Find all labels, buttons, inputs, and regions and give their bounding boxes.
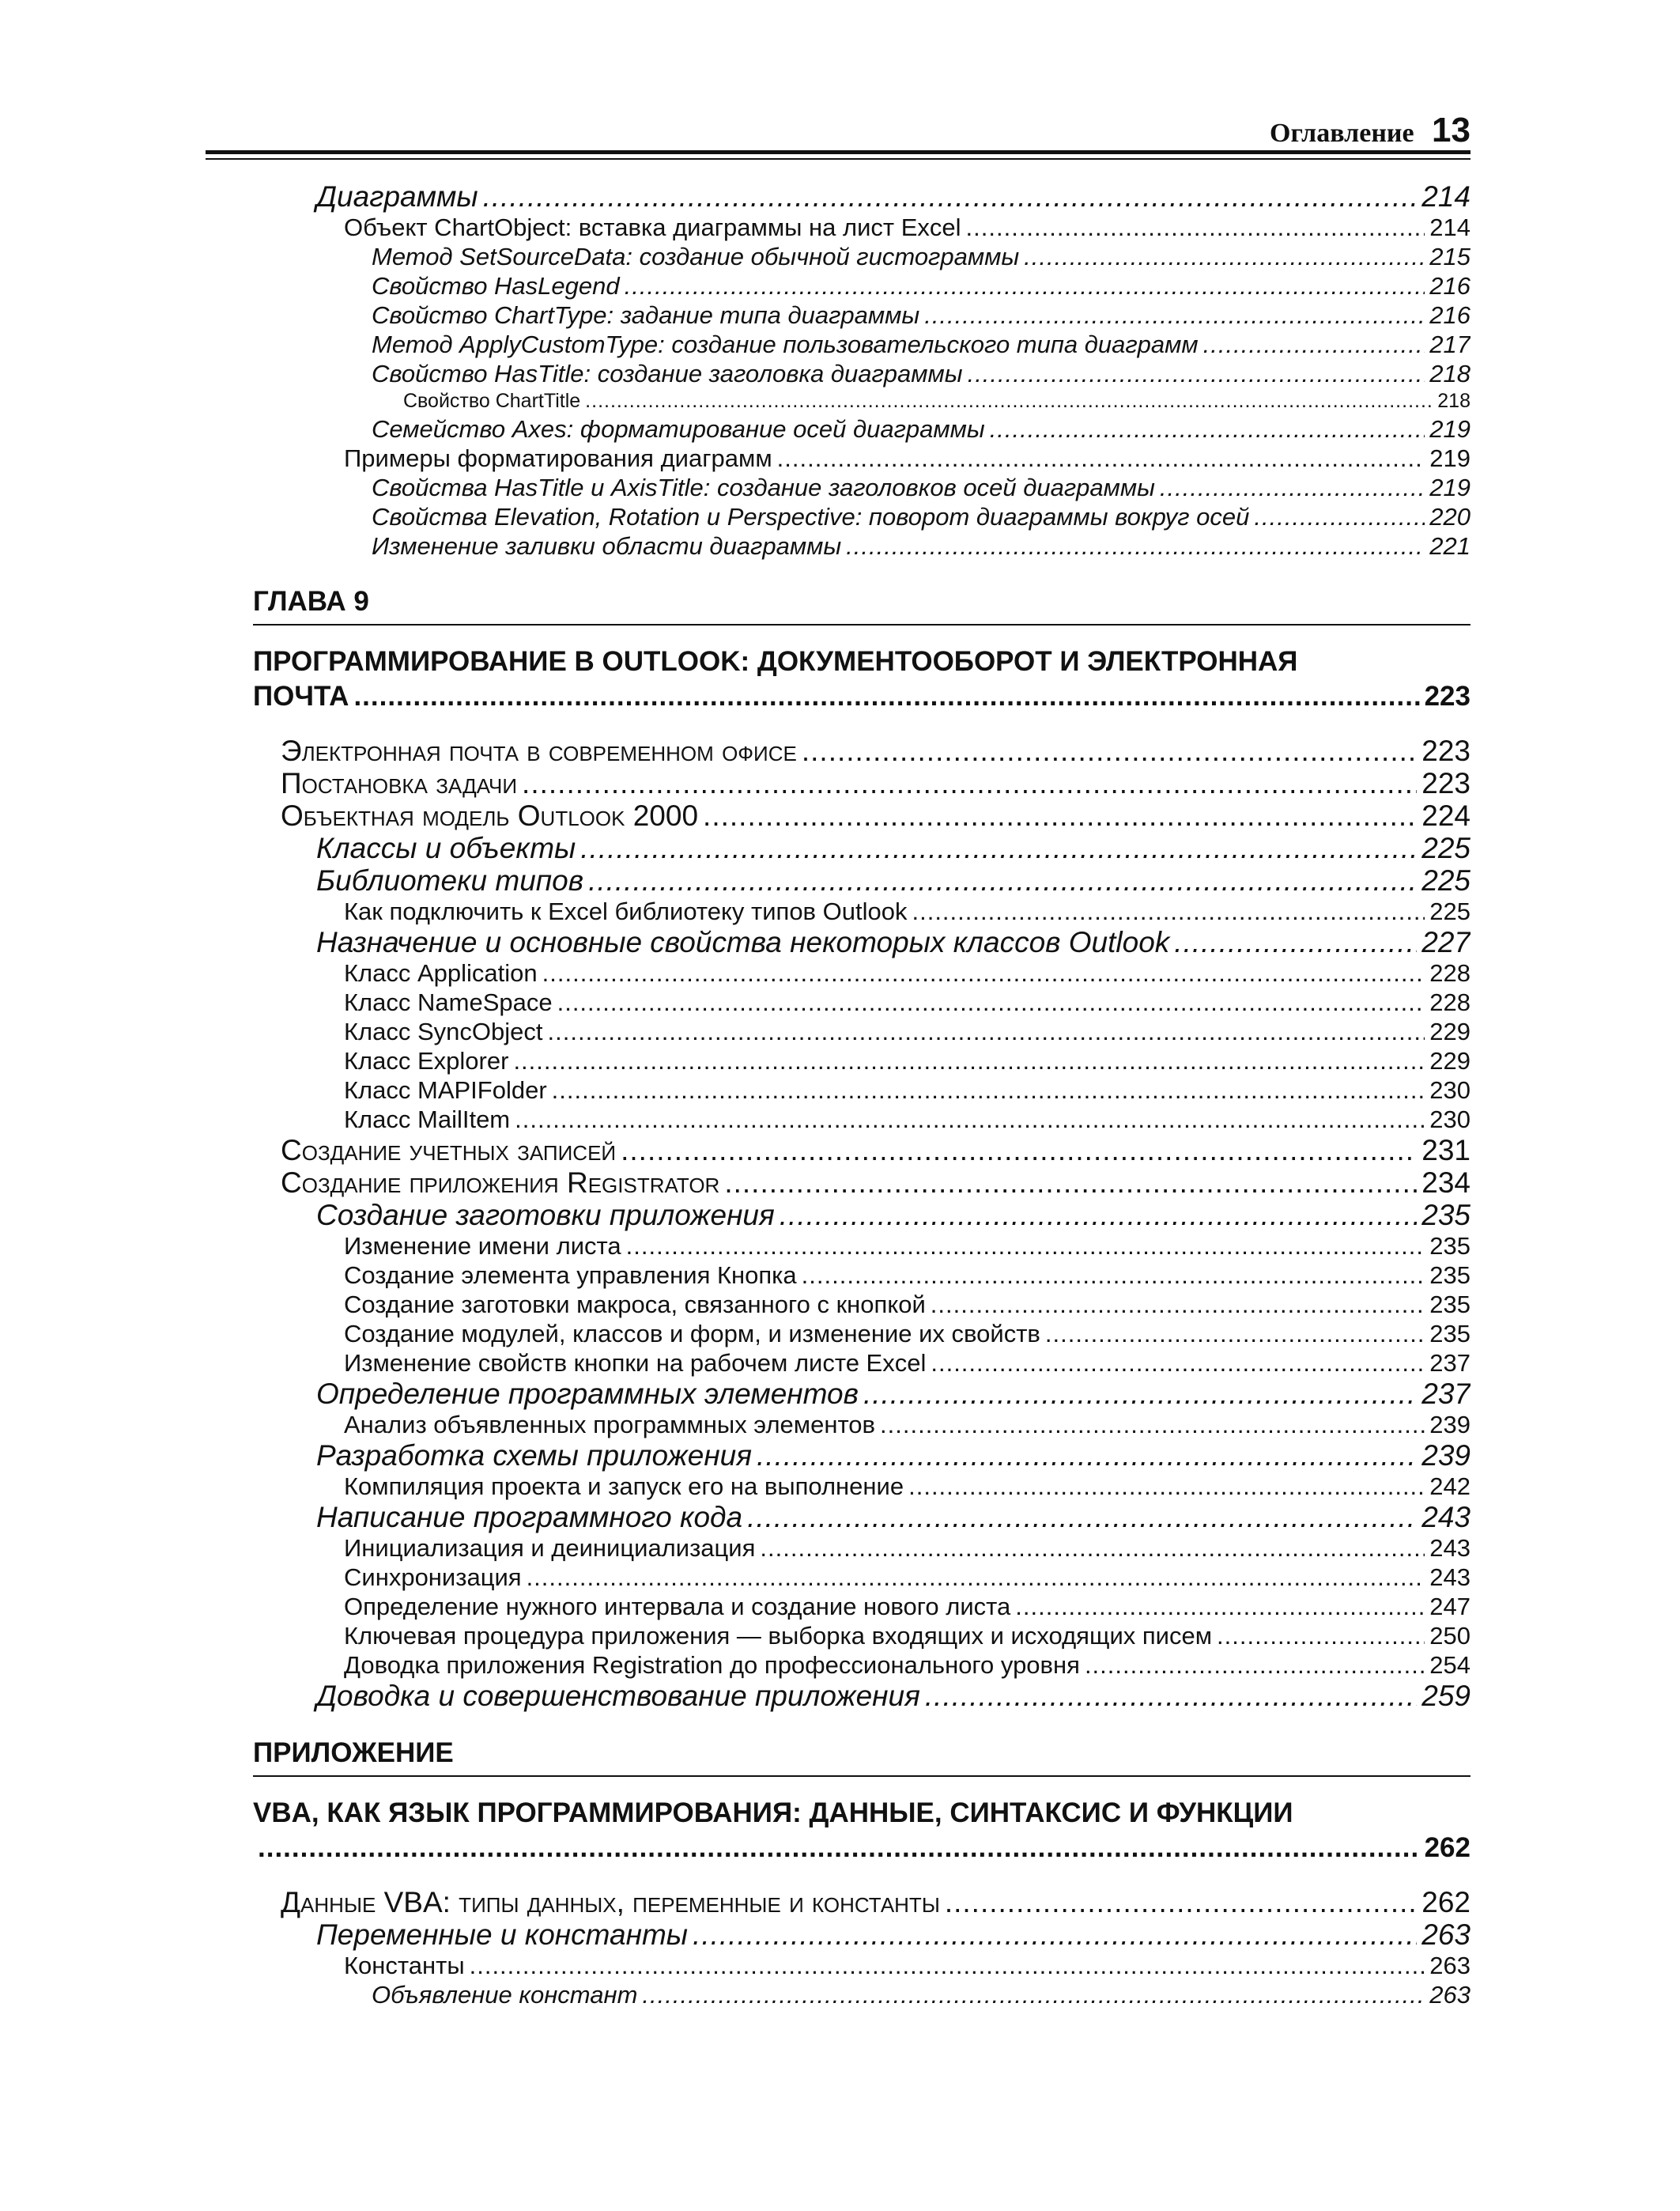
leader-dots	[945, 1886, 1417, 1918]
toc-entry-title: Как подключить к Excel библиотеку типов Outlook	[344, 898, 908, 925]
toc-entry-title: Разработка схемы приложения	[316, 1439, 753, 1472]
toc-entry-page: 262	[1421, 1886, 1470, 1918]
toc-entry-page: 227	[1421, 926, 1470, 958]
toc-entry-page: 235	[1429, 1261, 1470, 1289]
leader-dots	[777, 444, 1425, 473]
toc-entry[interactable]	[253, 1410, 1470, 1439]
toc-entry-title: Объявление констант	[372, 1981, 638, 2009]
toc-entry-title: Ключевая процедура приложения — выборка входящих и исходящих писем	[344, 1622, 1213, 1650]
toc-entry-page: 243	[1429, 1534, 1470, 1562]
appendix-rule	[253, 1775, 1470, 1777]
toc-entry-title: Изменение имени листа	[344, 1232, 621, 1260]
appendix-label: ПРИЛОЖЕНИЕ	[253, 1737, 454, 1768]
toc-entry-page: 225	[1421, 864, 1470, 897]
leader-dots	[757, 1439, 1417, 1472]
leader-dots	[626, 1231, 1425, 1260]
chapter-9-rule	[253, 624, 1470, 626]
toc-entry-page: 263	[1429, 1981, 1470, 2009]
toc-entry-title: Метод SetSourceData: создание обычной гистограммы	[372, 243, 1020, 270]
leader-dots	[580, 832, 1417, 864]
toc-entry[interactable]	[253, 531, 1470, 561]
toc-entry-title: Свойства Elevation, Rotation и Perspective: поворот диаграммы вокруг осей	[372, 503, 1250, 531]
leader-dots	[542, 958, 1425, 988]
toc-entry-page: 250	[1429, 1622, 1470, 1650]
header-rule-thin	[206, 158, 1470, 160]
leader-dots	[552, 1075, 1425, 1105]
leader-dots	[802, 1260, 1425, 1290]
toc-entry-page: 214	[1421, 180, 1470, 213]
toc-entry-page: 216	[1429, 301, 1470, 329]
toc-entry[interactable]	[253, 180, 1470, 213]
toc-entry[interactable]	[253, 242, 1470, 271]
leader-dots	[693, 1918, 1417, 1951]
toc-entry[interactable]	[253, 1439, 1470, 1472]
toc-entry[interactable]	[253, 926, 1470, 958]
leader-dots	[621, 1134, 1417, 1166]
toc-entry-title: Создание приложения Registrator	[281, 1166, 720, 1199]
toc-entry-title: Свойство HasTitle: создание заголовка диаграммы	[372, 360, 963, 387]
toc-entry[interactable]	[253, 1472, 1470, 1501]
toc-entry-title: Определение программных элементов	[316, 1378, 859, 1410]
leader-dots	[1085, 1650, 1425, 1680]
toc-entry-title: Переменные и константы	[316, 1918, 689, 1951]
leader-dots	[802, 735, 1417, 767]
leader-dots	[258, 1831, 1420, 1865]
chapter-9-title-entry[interactable]	[253, 679, 1470, 714]
toc-entry-title: Электронная почта в современном офисе	[281, 735, 797, 767]
toc-entry-page: 239	[1429, 1411, 1470, 1438]
leader-dots	[780, 1199, 1417, 1231]
toc-entry[interactable]	[253, 1134, 1470, 1166]
toc-entry[interactable]	[253, 300, 1470, 330]
toc-entry[interactable]	[253, 1075, 1470, 1105]
leader-dots	[548, 1017, 1425, 1046]
toc-entry[interactable]	[253, 1501, 1470, 1533]
toc-entry[interactable]	[253, 1046, 1470, 1075]
toc-entry-page: 219	[1429, 474, 1470, 501]
toc-entry[interactable]	[253, 1166, 1470, 1199]
toc-entry[interactable]	[253, 330, 1470, 359]
toc-entry[interactable]	[253, 832, 1470, 864]
running-head	[1270, 111, 1470, 150]
toc-entry-page: 237	[1421, 1378, 1470, 1410]
toc-entry-title: Написание программного кода	[316, 1501, 743, 1533]
toc-entry-title: Класс NameSpace	[344, 988, 553, 1016]
toc-entry[interactable]	[253, 1105, 1470, 1134]
toc-entry-title: Примеры форматирования диаграмм	[344, 444, 772, 472]
leader-dots	[990, 414, 1425, 444]
toc-entry-title: Семейство Axes: форматирование осей диаграммы	[372, 415, 985, 443]
toc-entry[interactable]	[253, 988, 1470, 1017]
toc-entry[interactable]	[253, 1319, 1470, 1348]
toc-entry-title: Создание заготовки макроса, связанного с кнопкой	[344, 1291, 926, 1318]
toc-entry[interactable]	[253, 1563, 1470, 1592]
toc-entry[interactable]	[253, 213, 1470, 242]
toc-entry-page: 235	[1429, 1320, 1470, 1347]
toc-entry-title: Определение нужного интервала и создание нового листа	[344, 1593, 1011, 1620]
toc-entry-title: Класс MAPIFolder	[344, 1076, 547, 1104]
toc-entry-page: 230	[1429, 1106, 1470, 1133]
toc-entry[interactable]	[253, 502, 1470, 531]
page-number: 13	[1432, 111, 1470, 149]
toc-entry-title: Доводка приложения Registration до профессионального уровня	[344, 1651, 1080, 1679]
leader-dots	[760, 1533, 1425, 1563]
leader-dots	[1174, 926, 1417, 958]
toc-entry-page: 218	[1429, 360, 1470, 387]
toc-entry[interactable]	[253, 864, 1470, 897]
leader-dots	[557, 988, 1425, 1017]
leader-dots	[703, 799, 1417, 832]
toc-entry-title: Метод ApplyCustomType: создание пользовательского типа диаграмм	[372, 331, 1199, 358]
leader-dots	[1217, 1621, 1425, 1650]
toc-entry-title: Компиляция проекта и запуск его на выполнение	[344, 1472, 904, 1500]
chapter-9-title-line2: ПОЧТА	[253, 681, 349, 712]
toc-entry[interactable]	[253, 1199, 1470, 1231]
page-header	[206, 111, 1470, 150]
toc-entry-page: 242	[1429, 1472, 1470, 1500]
toc-entry[interactable]	[253, 1231, 1470, 1260]
toc-entry-title: Свойство HasLegend	[372, 272, 620, 300]
toc-entry[interactable]	[253, 1290, 1470, 1319]
toc-entry-title: Постановка задачи	[281, 767, 518, 799]
leader-dots	[353, 679, 1419, 714]
toc-entry[interactable]	[253, 1378, 1470, 1410]
toc-entry-title: Анализ объявленных программных элементов	[344, 1411, 876, 1438]
toc-entry[interactable]	[253, 958, 1470, 988]
leader-dots	[625, 271, 1425, 300]
toc-entry-page: 221	[1429, 532, 1470, 560]
leader-dots	[1254, 502, 1425, 531]
toc-entry[interactable]	[253, 473, 1470, 502]
toc-entry-page: 225	[1421, 832, 1470, 864]
toc-entry-page: 228	[1429, 988, 1470, 1016]
toc-entry[interactable]	[253, 388, 1470, 414]
toc-entry-page: 243	[1421, 1501, 1470, 1533]
leader-dots	[747, 1501, 1417, 1533]
toc-entry-page: 231	[1421, 1134, 1470, 1166]
toc-entry-page: 225	[1429, 898, 1470, 925]
toc-entry-page: 219	[1429, 444, 1470, 472]
leader-dots	[846, 531, 1425, 561]
appendix-heading	[253, 1796, 1470, 1865]
leader-dots	[968, 359, 1425, 388]
toc-entry-title: Инициализация и деинициализация	[344, 1534, 756, 1562]
toc-entry-title: Диаграммы	[316, 180, 478, 213]
toc-entry-page: 237	[1429, 1349, 1470, 1377]
toc-entry[interactable]	[253, 1918, 1470, 1951]
toc-entry-title: Создание учетных записей	[281, 1134, 617, 1166]
toc-entry-page: 247	[1429, 1593, 1470, 1620]
toc-entry-title: Класс Explorer	[344, 1047, 509, 1075]
toc-entry-page: 229	[1429, 1047, 1470, 1075]
toc-entry-title: Создание модулей, классов и форм, и изменение их свойств	[344, 1320, 1040, 1347]
toc-entry-title: Изменение свойств кнопки на рабочем листе Excel	[344, 1349, 927, 1377]
toc-entry-title: Объект ChartObject: вставка диаграммы на лист Excel	[344, 214, 961, 241]
chapter-9-page: 223	[1424, 681, 1470, 712]
chapter-9-title-line1: ПРОГРАММИРОВАНИЕ В OUTLOOK: ДОКУМЕНТООБОРОТ И ЭЛЕКТРОННАЯ	[253, 646, 1298, 677]
leader-dots	[515, 1105, 1425, 1134]
toc-entry-page: 259	[1421, 1680, 1470, 1712]
toc-entry-page: 263	[1429, 1952, 1470, 1979]
toc-entry-page: 254	[1429, 1651, 1470, 1679]
leader-dots	[924, 300, 1425, 330]
toc-entry[interactable]	[253, 414, 1470, 444]
toc-entry-title: Классы и объекты	[316, 832, 576, 864]
toc-entry-title: Класс SyncObject	[344, 1018, 543, 1045]
toc-entry[interactable]	[253, 1348, 1470, 1378]
toc-entry[interactable]	[253, 897, 1470, 926]
toc-entry-title: Назначение и основные свойства некоторых классов Outlook	[316, 926, 1170, 958]
toc-entry[interactable]	[253, 444, 1470, 473]
toc-entry-title: Синхронизация	[344, 1563, 522, 1591]
toc-entry-page: 239	[1421, 1439, 1470, 1472]
toc-entry-title: Создание элемента управления Кнопка	[344, 1261, 797, 1289]
toc-section-top	[253, 180, 1470, 561]
toc-entry[interactable]	[253, 1980, 1470, 2009]
toc-entry-page: 243	[1429, 1563, 1470, 1591]
toc-entry-page: 224	[1421, 799, 1470, 832]
toc-entry[interactable]	[253, 767, 1470, 799]
toc-entry-title: Создание заготовки приложения	[316, 1199, 775, 1231]
toc-entry-page: 215	[1429, 243, 1470, 270]
toc-entry-title: Свойство ChartTitle	[403, 390, 581, 412]
toc-entry[interactable]	[253, 1951, 1470, 1980]
toc-entry-page: 263	[1421, 1918, 1470, 1951]
leader-dots	[585, 388, 1433, 414]
toc-entry-page: 228	[1429, 959, 1470, 987]
leader-dots	[1160, 473, 1425, 502]
toc-entry-page: 235	[1429, 1291, 1470, 1318]
toc-entry-page: 229	[1429, 1018, 1470, 1045]
leader-dots	[1045, 1319, 1425, 1348]
toc-entry-page: 219	[1429, 415, 1470, 443]
leader-dots	[483, 180, 1418, 213]
toc-entry-title: Объектная модель Outlook 2000	[281, 799, 699, 832]
toc-entry-title: Изменение заливки области диаграммы	[372, 532, 842, 560]
toc-entry[interactable]	[253, 1621, 1470, 1650]
leader-dots	[642, 1980, 1425, 2009]
leader-dots	[908, 1472, 1425, 1501]
toc-entry-page: 216	[1429, 272, 1470, 300]
toc-entry-page: 218	[1437, 390, 1470, 412]
leader-dots	[966, 213, 1425, 242]
toc-entry[interactable]	[253, 799, 1470, 832]
appendix-title-line1: VBA, КАК ЯЗЫК ПРОГРАММИРОВАНИЯ: ДАННЫЕ, СИНТАКСИС И ФУНКЦИИ	[253, 1797, 1293, 1828]
leader-dots	[925, 1680, 1417, 1712]
leader-dots	[724, 1166, 1417, 1199]
header-rule-thick	[206, 150, 1470, 154]
appendix-title-entry[interactable]	[253, 1831, 1470, 1865]
appendix-page: 262	[1424, 1832, 1470, 1863]
toc-entry[interactable]	[253, 1680, 1470, 1712]
chapter-9-label: ГЛАВА 9	[253, 586, 369, 617]
toc-entry-title: Класс Application	[344, 959, 538, 987]
toc-section-chapter-9	[253, 735, 1470, 1712]
toc-entry-title: Данные VBA: типы данных, переменные и константы	[281, 1886, 940, 1918]
leader-dots	[1015, 1592, 1425, 1621]
toc-entry[interactable]	[253, 1886, 1470, 1918]
toc-section-appendix	[253, 1886, 1470, 2009]
leader-dots	[931, 1348, 1425, 1378]
toc-entry[interactable]	[253, 359, 1470, 388]
toc-entry-title: Класс MailItem	[344, 1106, 511, 1133]
leader-dots	[527, 1563, 1425, 1592]
leader-dots	[912, 897, 1425, 926]
running-head-title: Оглавление	[1270, 119, 1414, 148]
toc-entry-title: Доводка и совершенствование приложения	[316, 1680, 920, 1712]
toc-entry[interactable]	[253, 1592, 1470, 1621]
leader-dots	[1024, 242, 1425, 271]
leader-dots	[522, 767, 1417, 799]
chapter-9-heading	[253, 644, 1470, 714]
leader-dots	[880, 1410, 1425, 1439]
toc-entry-page: 223	[1421, 767, 1470, 799]
toc-entry-page: 230	[1429, 1076, 1470, 1104]
toc-entry-page: 223	[1421, 735, 1470, 767]
leader-dots	[513, 1046, 1425, 1075]
leader-dots	[588, 864, 1417, 897]
toc-entry[interactable]	[253, 271, 1470, 300]
toc-entry-page: 220	[1429, 503, 1470, 531]
leader-dots	[1203, 330, 1425, 359]
toc-entry-title: Константы	[344, 1952, 465, 1979]
toc-entry-page: 217	[1429, 331, 1470, 358]
toc-entry[interactable]	[253, 1533, 1470, 1563]
leader-dots	[931, 1290, 1425, 1319]
toc-entry[interactable]	[253, 1650, 1470, 1680]
toc-entry-page: 235	[1429, 1232, 1470, 1260]
leader-dots	[470, 1951, 1425, 1980]
table-of-contents	[253, 180, 1470, 2009]
toc-entry-title: Библиотеки типов	[316, 864, 584, 897]
toc-entry-page: 235	[1421, 1199, 1470, 1231]
toc-entry[interactable]	[253, 1017, 1470, 1046]
toc-entry[interactable]	[253, 1260, 1470, 1290]
toc-entry[interactable]	[253, 735, 1470, 767]
toc-entry-page: 234	[1421, 1166, 1470, 1199]
toc-entry-title: Свойство ChartType: задание типа диаграммы	[372, 301, 920, 329]
toc-entry-title: Свойства HasTitle и AxisTitle: создание заголовков осей диаграммы	[372, 474, 1155, 501]
toc-entry-page: 214	[1429, 214, 1470, 241]
leader-dots	[863, 1378, 1417, 1410]
